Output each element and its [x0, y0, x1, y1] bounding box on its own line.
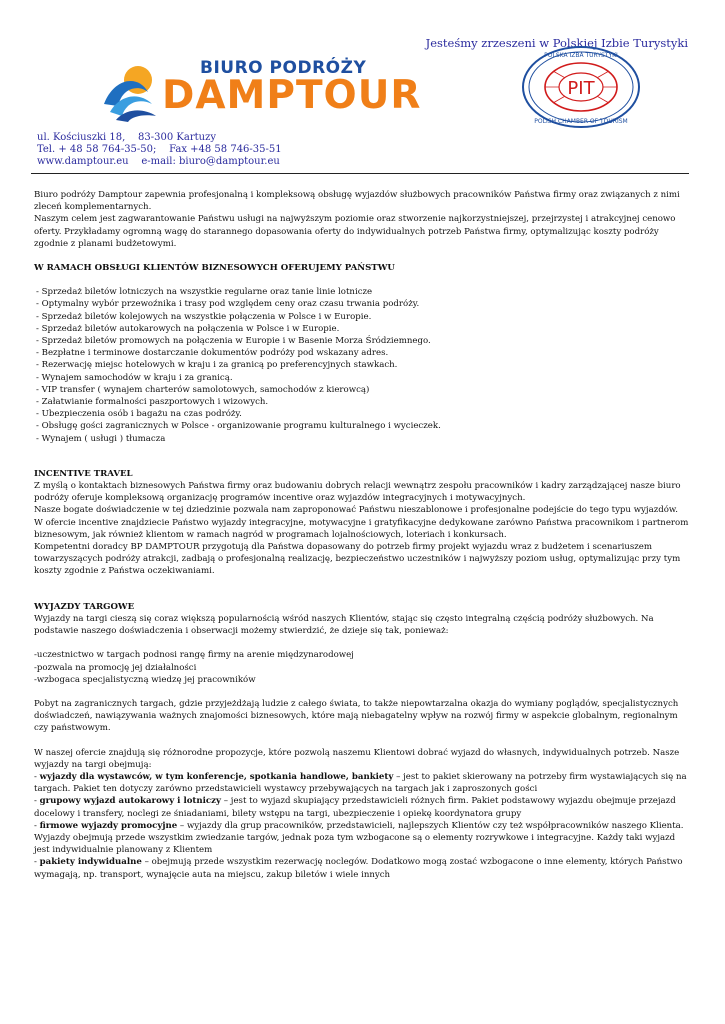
fairs-reason: -pozwala na promocję jej działalności	[34, 662, 197, 673]
list-item: - Rezerwację miejsc hotelowych w kraju i za granicą po preferencyjnych stawkach.	[36, 360, 398, 371]
pit-logo-caption-top: POLSKA IZBA TURYSTYKI	[544, 52, 618, 59]
fairs-intro: Wyjazdy na targi cieszą się coraz większą popularnością wśród naszych Klientów, stając się często integralną częścią podróży służbowych. Na podstawie naszego doświadczenia i obserwacji możemy stwierdzić, że dzieje się tak, ponieważ:	[34, 613, 654, 637]
services-heading: W RAMACH OBSŁUGI KLIENTÓW BIZNESOWYCH OFERUJEMY PAŃSTWU	[34, 263, 395, 274]
fairs-reason: -uczestnictwo w targach podnosi rangę firmy na arenie międzynarodowej	[34, 650, 354, 661]
fairs-offer-text: – wyjazdy dla grup pracowników, przedstawicieli, najlepszych Klientów czy też współpracowników naszego Klienta. Wyjazdy obejmują przede wszystkim zwiedzanie targów, jednak poza tym wzbogacone są o elementy rozrywkowe i integracyjne. Każdy taki wyjazd jest indywidualnie planowany z Klientem	[34, 820, 684, 856]
list-item: - Wynajem ( usługi ) tłumacza	[36, 433, 166, 444]
incentive-paragraph: W ofercie incentive znajdziecie Państwo wyjazdy integracyjne, motywacyjne i gratyfikacyjne dedykowane zarówno Państwa pracownikom i partnerom biznesowym, jak również klientom w ramach nagród w programach lojalnościowych, loteriach i konkursach.	[34, 517, 689, 540]
incentive-paragraph: Nasze bogate doświadczenie w tej dziedzinie pozwala nam zaproponować Państwu nieszablonowe i profesjonalne podejście do tego typu wyjazdów.	[34, 505, 678, 516]
damptour-logo	[100, 56, 422, 126]
fairs-offer-text: – obejmują przede wszystkim rezerwację noclegów. Dodatkowo mogą zostać wzbogacone o inne elementy, których Państwo wymagają, np. transport, wynajęcie auta na miejscu, zakup biletów i wiele innych	[34, 857, 683, 880]
incentive-paragraph: Z myślą o kontaktach biznesowych Państwa firmy oraz budowaniu dobrych relacji wewnątrz zespołu pracowników i kadry zarządzającej nasze biuro podróży oferuje kompleksową organizację programów incentive oraz wyjazdów integracyjnych i motywacyjnych.	[34, 481, 681, 504]
fairs-offer: - pakiety indywidualne – obejmują przede wszystkim rezerwację noclegów. Dodatkowo mogą zostać wzbogacone o inne elementy, których Państwo wymagają, np. transport, wynajęcie auta na miejscu, zakup biletów i wiele innych	[34, 857, 683, 880]
fairs-offer-title: grupowy wyjazd autokarowy i lotniczy	[39, 796, 222, 807]
list-item: - Ubezpieczenia osób i bagażu na czas podróży.	[36, 409, 242, 420]
fairs-heading: WYJAZDY TARGOWE	[34, 601, 135, 612]
wave-sun-logo-icon	[100, 58, 166, 124]
logo-main-text: DAMPTOUR	[162, 73, 422, 118]
list-item: - Załatwianie formalności paszportowych i wizowych.	[36, 397, 269, 408]
document-body	[34, 189, 690, 881]
fairs-paragraph-2: Pobyt na zagranicznych targach, gdzie przyjeżdżają ludzie z całego świata, to także niepowtarzalna okazja do wymiany poglądów, specjalistycznych doświadczeń, nawiązywania ważnych znajomości biznesowych, które mają niebagatelny wpływ na rozwój firmy w aspekcie globalnym, regionalnym czy państwowym.	[34, 698, 679, 734]
list-item: - Sprzedaż biletów kolejowych na wszystkie połączenia w Polsce i w Europie.	[36, 311, 372, 322]
header-divider	[31, 173, 689, 174]
address-line: ul. Kościuszki 18, 83-300 Kartuzy	[37, 132, 217, 143]
fairs-offer: - firmowe wyjazdy promocyjne – wyjazdy dla grup pracowników, przedstawicieli, najlepszych Klientów czy też współpracowników naszego Klienta. Wyjazdy obejmują przede wszystkim zwiedzanie targów, jednak poza tym wzbogacone są o elementy rozrywkowe i integracyjne. Każdy taki wyjazd jest indywidualnie planowany z Klientem	[34, 820, 684, 856]
web-email-line[interactable]: www.damptour.eu e-mail: biuro@damptour.eu	[37, 156, 280, 167]
fairs-offer: - grupowy wyjazd autokarowy i lotniczy – jest to wyjazd skupiający przedstawicieli różnych firm. Pakiet podstawowy wyjazdu obejmuje przejazd docelowy i transfery, noclegi ze śniadaniami, bilety wstępu na targi, ubezpieczenie i opiekę koordynatora grupy	[34, 796, 676, 819]
list-item: - Obsługę gości zagranicznych w Polsce - organizowanie programu kulturalnego i wycieczek.	[36, 421, 441, 432]
fairs-offer-title: firmowe wyjazdy promocyjne	[39, 820, 178, 831]
pit-logo-text: PIT	[567, 78, 595, 99]
incentive-heading: INCENTIVE TRAVEL	[34, 468, 133, 479]
list-item: - Bezpłatne i terminowe dostarczanie dokumentów podróży pod wskazany adres.	[36, 348, 389, 359]
pit-membership-tagline: Jesteśmy zrzeszeni w Polskiej Izbie Turystyki	[425, 36, 688, 50]
services-list	[34, 286, 690, 445]
fairs-offer: - wyjazdy dla wystawców, w tym konferencje, spotkania handlowe, bankiety – jest to pakiet skierowany na potrzeby firm wystawiających się na targach. Pakiet ten dotyczy zarówno przedstawicieli wystawcy przebywających na targach jak i zaproszonych gości	[34, 771, 687, 795]
list-item: - Sprzedaż biletów autokarowych na połączenia w Polsce i w Europie.	[36, 323, 340, 334]
list-item: - Sprzedaż biletów lotniczych na wszystkie regularne oraz tanie linie lotnicze	[36, 287, 373, 298]
fairs-offer-title: wyjazdy dla wystawców, w tym konferencje, spotkania handlowe, bankiety	[39, 771, 394, 782]
contact-block	[37, 132, 282, 168]
fairs-paragraph-3: W naszej ofercie znajdują się różnorodne propozycje, które pozwolą naszemu Klientowi dobrać wyjazd do własnych, indywidualnych potrzeb. Nasze wyjazdy na targi obejmują:	[34, 747, 680, 770]
fairs-reason: -wzbogaca specjalistyczną wiedzę jej pracowników	[34, 674, 256, 685]
logo-top-text: BIURO PODRÓŻY	[200, 58, 367, 78]
incentive-paragraph: Kompetentni doradcy BP DAMPTOUR przygotują dla Państwa dopasowany do potrzeb firmy projekt wyjazdu wraz z budżetem i scenariuszem towarzyszących podróży atrakcji, zadbają o profesjonalną realizację, bezpieczeństwo uczestników i najwyższy poziom usług, optymalizując przy tym koszty zgodnie z Państwa oczekiwaniami.	[34, 542, 681, 577]
list-item: - Wynajem samochodów w kraju i za granicą.	[36, 372, 233, 383]
pit-logo-caption-bottom: POLISH CHAMBER OF TOURISM	[534, 118, 628, 125]
fairs-offer-title: pakiety indywidualne	[39, 857, 142, 868]
fairs-offer-text: – jest to wyjazd skupiający przedstawicieli różnych firm. Pakiet podstawowy wyjazdu obejmuje przejazd docelowy i transfery, noclegi ze śniadaniami, bilety wstępu na targi, ubezpieczenie i opiekę koordynatora grupy	[34, 796, 676, 819]
fairs-offer-text: – jest to pakiet skierowany na potrzeby firm wystawiających się na targach. Pakiet ten dotyczy zarówno przedstawicieli wystawcy przebywających na targach jak i zaproszonych gości	[34, 771, 687, 795]
list-item: - VIP transfer ( wynajem charterów samolotowych, samochodów z kierowcą)	[36, 384, 370, 395]
list-item: - Sprzedaż biletów promowych na połączenia w Europie i w Basenie Morza Śródziemnego.	[36, 336, 431, 347]
pit-chamber-logo	[519, 43, 643, 131]
phone-fax-line: Tel. + 48 58 764-35-50; Fax +48 58 746-35-51	[37, 144, 282, 155]
intro-paragraph-2: Naszym celem jest zagwarantowanie Państwu usługi na najwyższym poziomie oraz stworzenie najkorzystniejszej, przejrzystej i atrakcyjnej cenowo oferty. Przykładamy ogromną wagę do starannego dopasowania oferty do indywidualnych potrzeb Państwa firmy, optymalizując koszty podróży zgodnie z planami budżetowymi.	[34, 214, 676, 249]
list-item: - Optymalny wybór przewoźnika i trasy pod względem ceny oraz czasu trwania podróży.	[36, 299, 420, 310]
intro-paragraph-1: Biuro podróży Damptour zapewnia profesjonalną i kompleksową obsługę wyjazdów służbowych pracowników Państwa firmy oraz związanych z nimi zleceń komplementarnych.	[34, 190, 680, 213]
